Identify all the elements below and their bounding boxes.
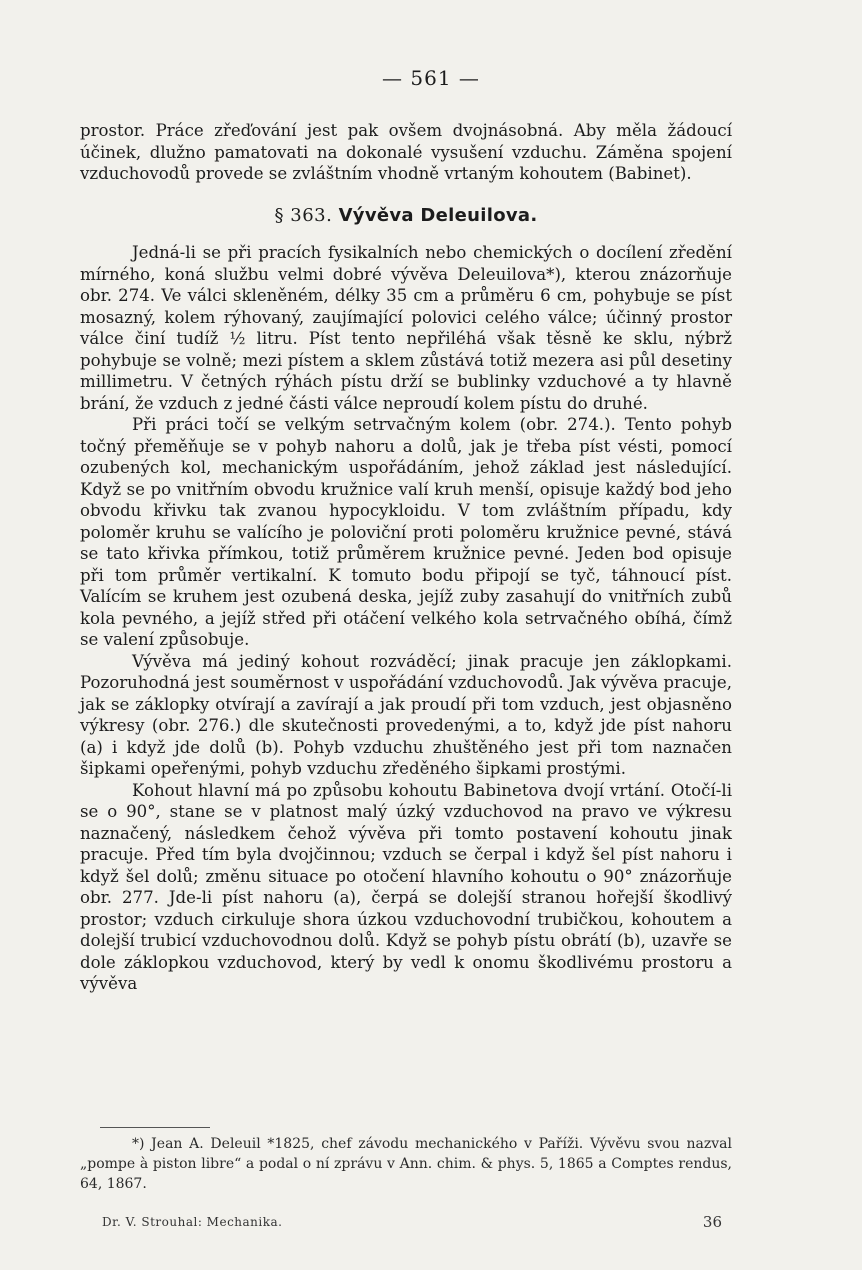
paragraph: Při práci točí se velkým setrvačným kolem (obr. 274.). Tento pohyb točný přeměňuje se v pohyb nahoru a dolů, jak je třeba píst vésti, pomocí ozubených kol, mechanickým uspořádáním, jehož základ jest následující. Když se po vnitřním obvodu kružnice valí kruh menší, opisuje každý bod jeho obvodu křivku tak zvanou hypocykloidu. V tom zvláštním případu, kdy poloměr kruhu se valícího je poloviční proti poloměru kružnice pevné, stává se tato křivka přímkou, totiž průměrem kružnice pevné. Jeden bod opisuje při tom průměr vertikalní. K tomuto bodu připojí se tyč, táhnoucí píst. Valícím se kruhem jest ozubená deska, jejíž zuby zasahují do vnitřních zubů kola pevného, a jejíž střed při otáčení velkého kola setrvačného obíhá, čímž se valení způsobuje. xyxy=(80,415,732,649)
paragraph: Kohout hlavní má po způsobu kohoutu Babinetova dvojí vrtání. Otočí-li se o 90°, stane se v platnost malý úzký vzduchovod na pravo ve výkresu naznačený, následkem čehož vývěva při tomto postavení kohoutu jinak pracuje. Před tím byla dvojčinnou; vzduch se čerpal i když šel píst nahoru i když šel dolů; změnu situace po otočení hlavního kohoutu o 90° znázorňuje obr. 277. Jde-li píst nahoru (a), čerpá se dolejší stranou hořejší škodlivý prostor; vzduch cirkuluje shora úzkou vzduchovodní trubičkou, kohoutem a dolejší trubicí vzduchovodnou dolů. Když se pohyb pístu obrátí (b), uzavře se dole záklopkou vzduchovod, který by vedl k onomu škodlivému prostoru a vývěva xyxy=(80,780,732,993)
sheet-number: 36 xyxy=(702,1213,722,1231)
body-text xyxy=(80,120,732,995)
section-title: Vývěva Deleuilova. xyxy=(338,204,538,226)
footer-signature: Dr. V. Strouhal: Mechanika. xyxy=(102,1215,283,1229)
paragraph: prostor. Práce zřeďování jest pak ovšem dvojnásobná. Aby měla žádoucí účinek, dlužno pamatovati na dokonalé vysušení vzduchu. Záměna spojení vzduchovodů provede se zvláštním vhodně vrtaným kohoutem (Babinet). xyxy=(80,121,732,183)
section-number: § 363. xyxy=(274,204,333,226)
footnote-divider xyxy=(100,1127,210,1128)
footnote-text: *) Jean A. Deleuil *1825, chef závodu mechanického v Paříži. Vývěvu svou nazval „pompe à piston libre“ a podal o ní zprávu v Ann. chim. & phys. 5, 1865 a Comptes rendus, 64, 1867. xyxy=(80,1136,732,1192)
paragraph: Vývěva má jediný kohout rozváděcí; jinak pracuje jen záklopkami. Pozoruhodná jest souměrnost v uspořádání vzduchovodů. Jak vývěva pracuje, jak se záklopky otvírají a zavírají a jak proudí při tom vzduch, jest objasněno výkresy (obr. 276.) dle skutečnosti provedenými, a to, když jde píst nahoru (a) i když jde dolů (b). Pohyb vzduchu zhuštěného jest při tom naznačen šipkami opeřenými, pohyb vzduchu zředěného šipkami prostými. xyxy=(80,651,732,778)
section-heading xyxy=(80,205,732,227)
footnote xyxy=(80,1134,732,1194)
paragraph: Jedná-li se při pracích fysikalních nebo chemických o docílení zředění mírného, koná službu velmi dobré vývěva Deleuilova*), kterou znázorňuje obr. 274. Ve válci skleněném, délky 35 cm a průměru 6 cm, pohybuje se píst mosazný, kolem rýhovaný, zaujímající polovici celého válce; účinný prostor válce činí tudíž ½ litru. Píst tento nepřiléhá však těsně ke sklu, nýbrž pohybuje se volně; mezi pístem a sklem zůstává totiž mezera asi půl desetiny millimetru. V četných rýhách pístu drží se bublinky vzduchové a ty hlavně brání, že vzduch z jedné části válce neproudí kolem pístu do druhé. xyxy=(80,243,732,413)
page-number: — 561 — xyxy=(382,66,480,90)
